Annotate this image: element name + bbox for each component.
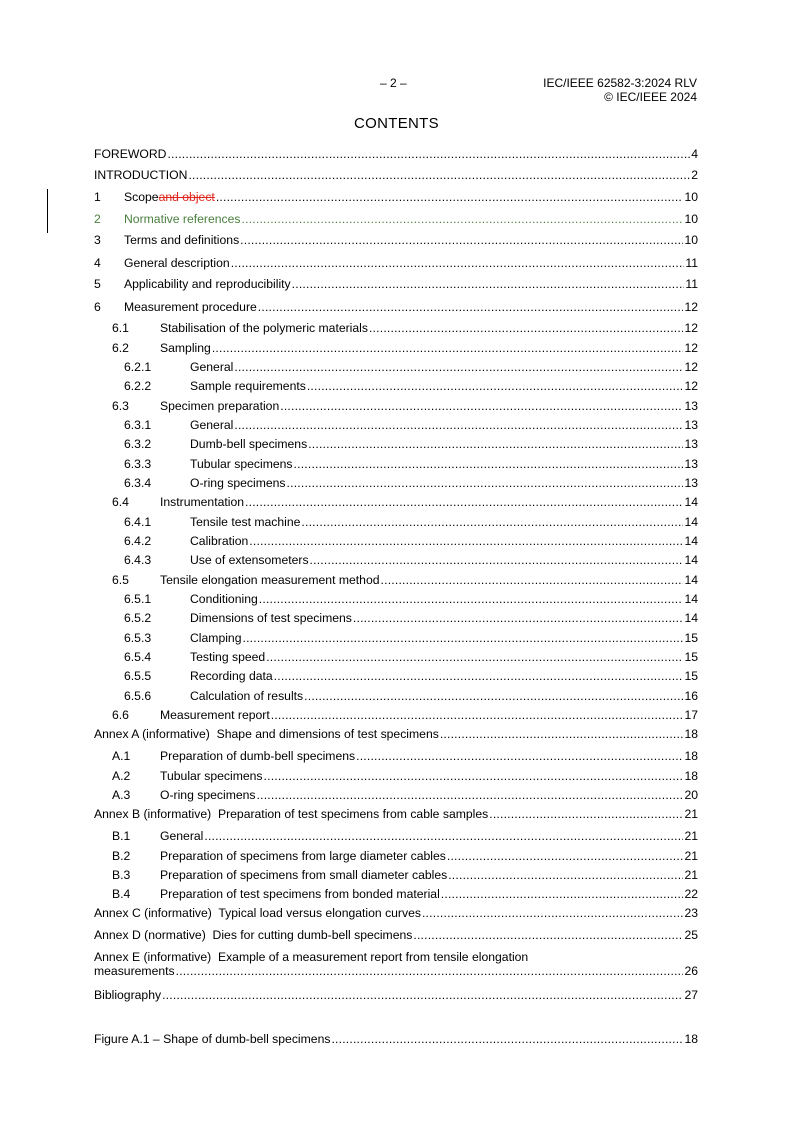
toc-entry-6-5-6[interactable] [124, 689, 698, 703]
toc-title: Terms and definitions [124, 233, 240, 247]
toc-leader [331, 1032, 683, 1046]
toc-page: 22 [684, 887, 698, 901]
toc-entry-annex-e[interactable] [94, 950, 698, 978]
toc-leader [162, 988, 683, 1002]
toc-entry-a-3[interactable] [112, 788, 698, 802]
toc-page: 2 [691, 168, 698, 182]
toc-entry-6-4-1[interactable] [124, 515, 698, 529]
toc-leader [167, 147, 690, 161]
toc-title: Measurement procedure [124, 300, 257, 314]
toc-number: B.2 [112, 849, 131, 863]
toc-page: 12 [684, 379, 698, 393]
toc-number: 6.1 [112, 321, 129, 335]
toc-entry-5[interactable] [94, 277, 698, 291]
toc-number: 6.3.3 [124, 457, 152, 471]
toc-number: 6.4.3 [124, 553, 152, 567]
toc-leader [448, 868, 683, 882]
toc-page: 23 [684, 906, 698, 920]
toc-number: B.4 [112, 887, 131, 901]
standard-designation: IEC/IEEE 62582-3:2024 RLV [543, 76, 697, 90]
toc-leader [204, 829, 683, 843]
toc-title: O-ring specimens [160, 788, 256, 802]
toc-title: Annex D (normative) Dies for cutting dumb-bell specimens [94, 928, 413, 942]
toc-leader [266, 650, 683, 664]
toc-leader [242, 631, 683, 645]
toc-entry-6-3-2[interactable] [124, 437, 698, 451]
toc-page: 12 [684, 300, 698, 314]
toc-number: 4 [94, 256, 101, 270]
toc-page: 25 [684, 928, 698, 942]
toc-leader [292, 277, 685, 291]
toc-leader [234, 418, 683, 432]
toc-page: 13 [684, 418, 698, 432]
toc-title: Testing speed [190, 650, 266, 664]
toc-entry-annex-b[interactable] [94, 807, 698, 821]
toc-title: Preparation of specimens from large diameter cables [160, 849, 446, 863]
toc-number: B.1 [112, 829, 131, 843]
toc-entry-6-2[interactable] [112, 341, 698, 355]
toc-entry-3[interactable] [94, 233, 698, 247]
toc-entry-6-3[interactable] [112, 399, 698, 413]
toc-page: 13 [684, 476, 698, 490]
toc-page: 20 [684, 788, 698, 802]
toc-title: INTRODUCTION [94, 168, 188, 182]
toc-title: General [190, 360, 234, 374]
toc-entry-introduction[interactable] [94, 168, 698, 182]
toc-title-line1: Annex E (informative) Example of a measurement report from tensile elongation [94, 950, 529, 964]
toc-title: Normative references [124, 212, 241, 226]
toc-entry-6-3-4[interactable] [124, 476, 698, 490]
toc-page: 11 [685, 277, 698, 291]
toc-title: FOREWORD [94, 147, 167, 161]
toc-number: A.1 [112, 749, 131, 763]
toc-page: 13 [684, 457, 698, 471]
toc-page: 26 [684, 964, 698, 978]
toc-leader [440, 727, 684, 741]
toc-number: 6.3.4 [124, 476, 152, 490]
toc-page: 12 [684, 360, 698, 374]
toc-page: 18 [684, 769, 698, 783]
toc-page: 10 [684, 190, 698, 204]
toc-title: Conditioning [190, 592, 258, 606]
toc-leader [234, 360, 683, 374]
toc-title: Use of extensometers [190, 553, 309, 567]
toc-page: 18 [684, 727, 698, 741]
toc-entry-a-2[interactable] [112, 769, 698, 783]
toc-number: A.3 [112, 788, 131, 802]
toc-title: Bibliography [94, 988, 162, 1002]
toc-title: Measurement report [160, 708, 270, 722]
toc-title: Applicability and reproducibility [124, 277, 291, 291]
toc-entry-a-1[interactable] [112, 749, 698, 763]
toc-page: 13 [684, 437, 698, 451]
toc-number: 6.5.2 [124, 611, 152, 625]
toc-entry-6-3-1[interactable] [124, 418, 698, 432]
toc-title: Tensile test machine [190, 515, 301, 529]
toc-entry-6-4-3[interactable] [124, 553, 698, 567]
toc-entry-6-4[interactable] [112, 495, 698, 509]
toc-title: Sample requirements [190, 379, 306, 393]
toc-entry-foreword[interactable] [94, 147, 698, 161]
toc-number: 6.6 [112, 708, 129, 722]
toc-title: Stabilisation of the polymeric materials [160, 321, 368, 335]
toc-number: 3 [94, 233, 101, 247]
toc-leader [249, 534, 683, 548]
toc-entry-6-2-2[interactable] [124, 379, 698, 393]
toc-page: 18 [684, 749, 698, 763]
toc-page: 12 [684, 321, 698, 335]
toc-number: 6.5.3 [124, 631, 152, 645]
toc-leader [381, 573, 684, 587]
toc-entry-6-5-1[interactable] [124, 592, 698, 606]
toc-title: Annex A (informative) Shape and dimensions of test specimens [94, 727, 439, 741]
toc-page: 15 [684, 669, 698, 683]
toc-title: Instrumentation [160, 495, 245, 509]
toc-page: 13 [684, 399, 698, 413]
toc-page: 10 [684, 233, 698, 247]
toc-number: 6.3.2 [124, 437, 152, 451]
toc-leader [257, 788, 684, 802]
figure-page: 18 [684, 1032, 698, 1046]
toc-entry-6-5[interactable] [112, 573, 698, 587]
copyright-notice: © IEC/IEEE 2024 [604, 90, 697, 104]
toc-entry-6-2-1[interactable] [124, 360, 698, 374]
toc-page: 21 [684, 868, 698, 882]
toc-page: 17 [684, 708, 698, 722]
toc-leader [304, 689, 683, 703]
toc-entry-6-5-3[interactable] [124, 631, 698, 645]
toc-number: 5 [94, 277, 101, 291]
toc-page: 14 [684, 534, 698, 548]
toc-title: Preparation of specimens from small diameter cables [160, 868, 448, 882]
toc-leader [259, 592, 684, 606]
toc-page: 16 [684, 689, 698, 703]
toc-title: Tensile elongation measurement method [160, 573, 380, 587]
toc-number: 6 [94, 300, 101, 314]
toc-leader [301, 515, 683, 529]
toc-entry-6-3-3[interactable] [124, 457, 698, 471]
toc-leader [274, 669, 684, 683]
toc-page: 21 [684, 807, 698, 821]
toc-page: 14 [684, 611, 698, 625]
toc-title: O-ring specimens [190, 476, 286, 490]
toc-page: 27 [684, 988, 698, 1002]
toc-page: 4 [691, 147, 698, 161]
toc-leader [258, 300, 684, 314]
toc-entry-bibliography[interactable] [94, 988, 698, 1002]
toc-entry-1[interactable] [94, 190, 698, 204]
toc-leader [356, 749, 683, 763]
toc-leader [447, 849, 684, 863]
toc-leader [307, 379, 684, 393]
toc-title: Preparation of dumb-bell specimens [160, 749, 356, 763]
toc-entry-6-1[interactable] [112, 321, 698, 335]
toc-number: 6.3 [112, 399, 129, 413]
toc-leader [422, 906, 683, 920]
toc-title: Tubular specimens [160, 769, 263, 783]
toc-title: General description [124, 256, 230, 270]
toc-title: General [160, 829, 204, 843]
toc-page: 11 [685, 256, 698, 270]
toc-page: 15 [684, 650, 698, 664]
toc-title: Specimen preparation [160, 399, 280, 413]
toc-entry-b-3[interactable] [112, 868, 698, 882]
toc-leader [310, 553, 684, 567]
toc-number: 6.4 [112, 495, 129, 509]
toc-page: 14 [684, 592, 698, 606]
toc-number: 6.4.2 [124, 534, 152, 548]
toc-title: Calibration [190, 534, 249, 548]
toc-leader [264, 769, 684, 783]
toc-entry-annex-c[interactable] [94, 906, 698, 920]
page-number: – 2 – [380, 76, 407, 90]
toc-entry-annex-d[interactable] [94, 928, 698, 942]
toc-page: 14 [684, 495, 698, 509]
toc-leader [294, 457, 684, 471]
toc-leader [188, 168, 690, 182]
toc-title: Preparation of test specimens from bonded material [160, 887, 440, 901]
toc-entry-annex-a[interactable] [94, 727, 698, 741]
toc-entry-b-4[interactable] [112, 887, 698, 901]
toc-entry-6-5-5[interactable] [124, 669, 698, 683]
toc-leader [242, 212, 684, 226]
revision-change-bar [47, 189, 48, 233]
toc-number: A.2 [112, 769, 131, 783]
toc-title: Annex B (informative) Preparation of test specimens from cable samples [94, 807, 489, 821]
toc-leader [176, 964, 684, 978]
toc-title: Clamping [190, 631, 242, 645]
toc-leader [231, 256, 685, 270]
toc-number: 6.3.1 [124, 418, 152, 432]
toc-title: Sampling [160, 341, 211, 355]
figure-title: Figure A.1 – Shape of dumb-bell specimens [94, 1032, 331, 1046]
toc-number: 2 [94, 212, 101, 226]
toc-page: 12 [684, 341, 698, 355]
toc-entry-6[interactable] [94, 300, 698, 314]
toc-leader [280, 399, 683, 413]
deleted-text: and object [158, 190, 215, 204]
toc-leader [353, 611, 684, 625]
toc-number: 6.5.1 [124, 592, 152, 606]
toc-entry-6-6[interactable] [112, 708, 698, 722]
toc-title: Annex C (informative) Typical load versus elongation curves [94, 906, 421, 920]
toc-entry-2[interactable] [94, 212, 698, 226]
toc-number: 6.5 [112, 573, 129, 587]
toc-page: 14 [684, 553, 698, 567]
toc-leader [245, 495, 683, 509]
toc-number: B.3 [112, 868, 131, 882]
toc-leader [308, 437, 683, 451]
toc-leader [271, 708, 684, 722]
toc-number: 6.2.1 [124, 360, 152, 374]
toc-page: 21 [684, 849, 698, 863]
toc-leader [441, 887, 684, 901]
toc-entry-b-1[interactable] [112, 829, 698, 843]
toc-leader [240, 233, 683, 247]
toc-leader [216, 190, 684, 204]
toc-leader [287, 476, 684, 490]
toc-title: General [190, 418, 234, 432]
toc-number: 6.5.5 [124, 669, 152, 683]
toc-entry-b-2[interactable] [112, 849, 698, 863]
toc-leader [489, 807, 683, 821]
toc-number: 6.5.4 [124, 650, 152, 664]
toc-leader [369, 321, 683, 335]
toc-number: 6.2 [112, 341, 129, 355]
figure-entry-a-1[interactable] [94, 1032, 698, 1046]
toc-title-line2: measurements [94, 964, 175, 978]
toc-number: 6.5.6 [124, 689, 152, 703]
toc-number: 6.2.2 [124, 379, 152, 393]
toc-leader [212, 341, 684, 355]
toc-title: Recording data [190, 669, 273, 683]
toc-entry-6-4-2[interactable] [124, 534, 698, 548]
toc-number: 6.4.1 [124, 515, 152, 529]
toc-title: Calculation of results [190, 689, 304, 703]
toc-page: 14 [684, 515, 698, 529]
toc-number: 1 [94, 190, 101, 204]
toc-title: Dumb-bell specimens [190, 437, 308, 451]
toc-page: 21 [684, 829, 698, 843]
toc-entry-4[interactable] [94, 256, 698, 270]
page-title: CONTENTS [354, 115, 439, 132]
toc-page: 14 [684, 573, 698, 587]
toc-entry-6-5-2[interactable] [124, 611, 698, 625]
toc-page: 15 [684, 631, 698, 645]
toc-leader [413, 928, 683, 942]
toc-title: Scope [124, 190, 159, 204]
toc-entry-6-5-4[interactable] [124, 650, 698, 664]
toc-title: Tubular specimens [190, 457, 293, 471]
toc-title: Dimensions of test specimens [190, 611, 352, 625]
toc-page: 10 [684, 212, 698, 226]
